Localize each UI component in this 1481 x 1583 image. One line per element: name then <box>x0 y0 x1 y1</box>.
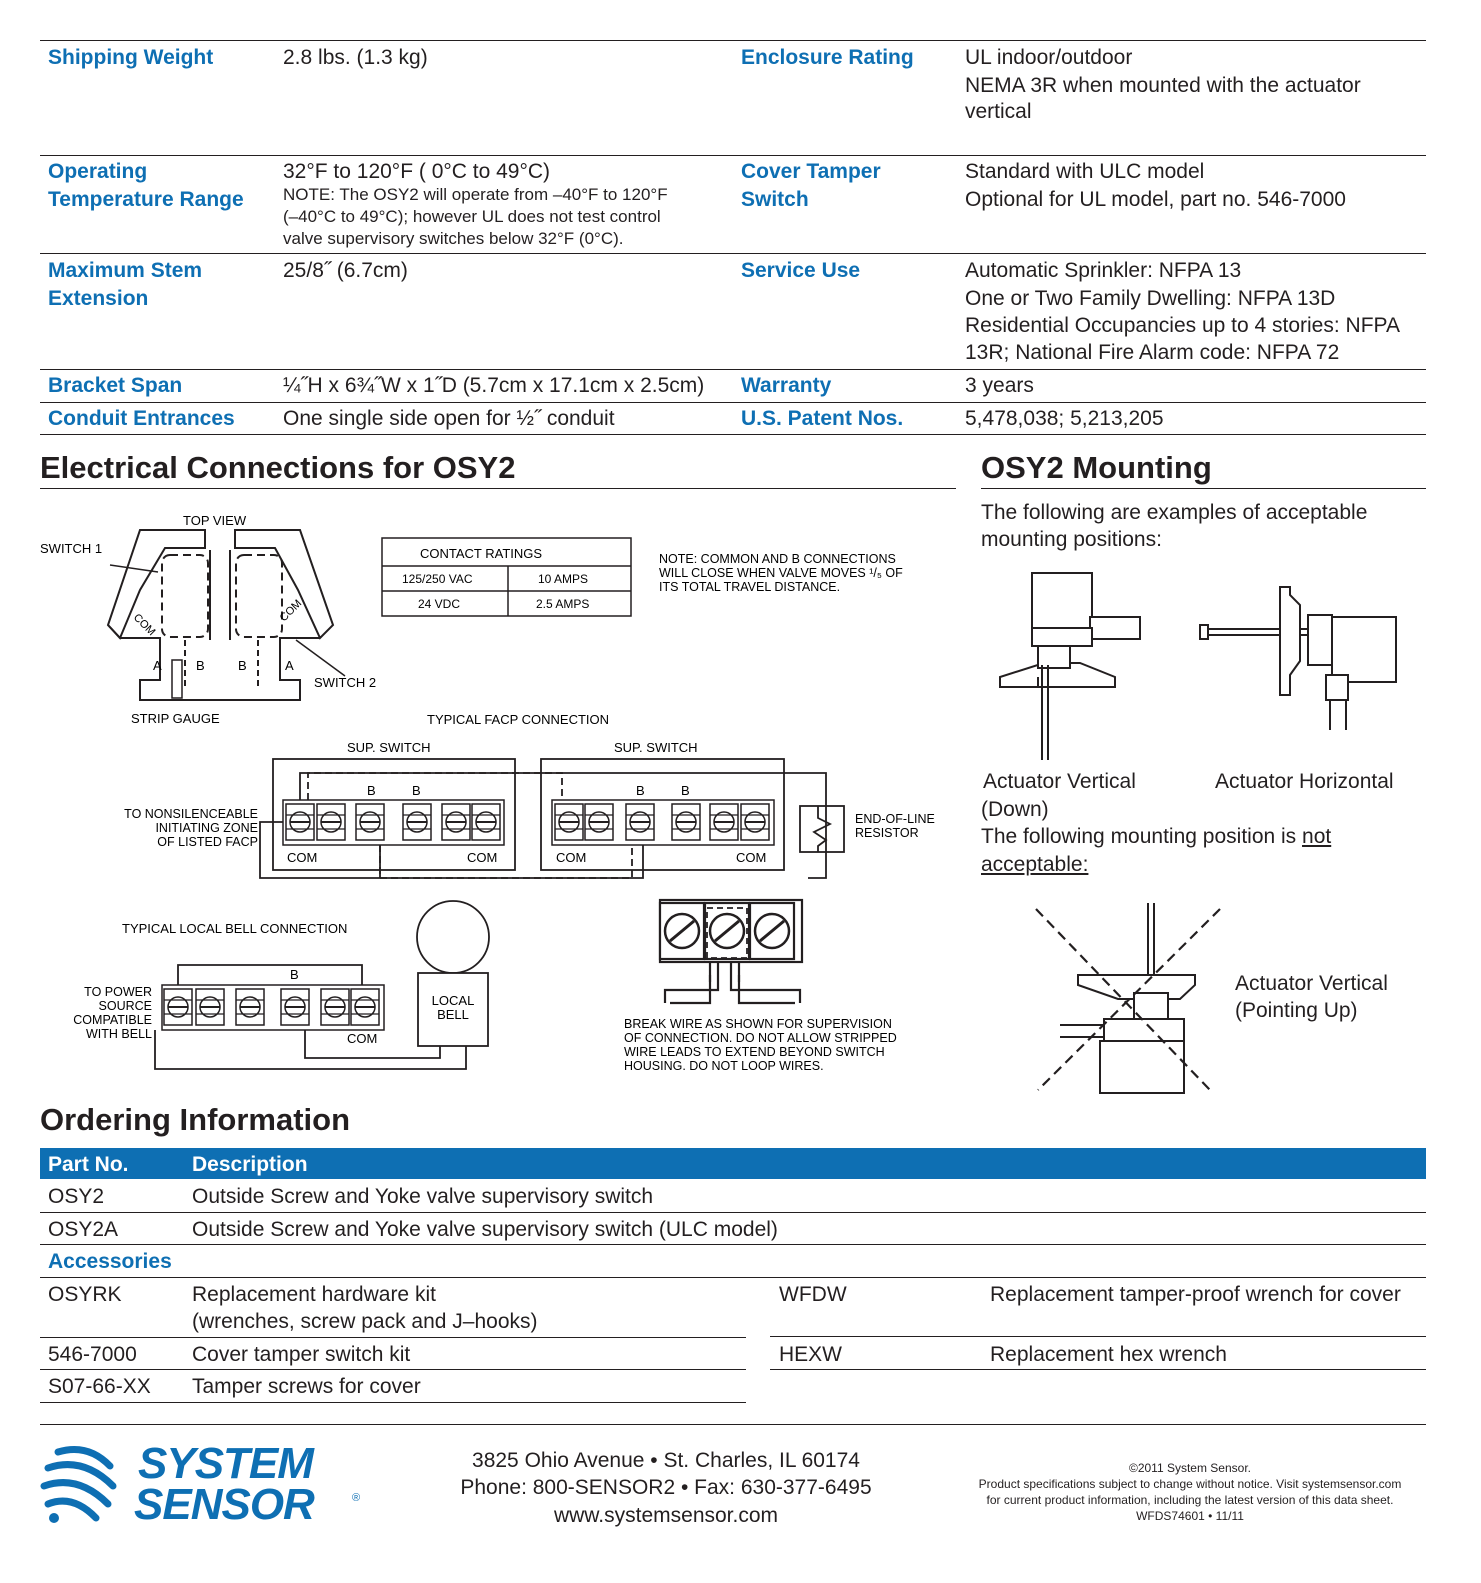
break-wire-note: BREAK WIRE AS SHOWN FOR SUPERVISION <box>624 1017 892 1031</box>
divider <box>40 155 1426 156</box>
spec-value: vertical <box>965 100 1032 123</box>
column-header-description: Description <box>192 1153 308 1176</box>
part-number: OSYRK <box>48 1283 122 1306</box>
divider <box>40 1337 746 1338</box>
footer-copyright: ©2011 System Sensor. <box>1128 1461 1251 1475</box>
local-bell-label: BELL <box>437 1007 469 1022</box>
spec-value: ¼˝H x 6¾˝W x 1˝D (5.7cm x 17.1cm x 2.5cm) <box>283 374 705 397</box>
spec-value: UL indoor/outdoor <box>965 46 1133 69</box>
spec-label: Temperature Range <box>48 188 244 211</box>
not-acceptable-text <box>981 823 1331 850</box>
bell-terminal-strip <box>162 985 384 1030</box>
divider <box>40 40 1426 41</box>
divider <box>40 1212 1426 1213</box>
spec-label: Conduit Entrances <box>48 407 235 430</box>
divider <box>40 369 1426 370</box>
spec-label: U.S. Patent Nos. <box>741 407 904 430</box>
divider <box>40 434 1426 435</box>
divider <box>40 1244 1426 1245</box>
divider <box>40 488 956 489</box>
terminal-b-label: B <box>238 658 247 673</box>
local-bell-label: LOCAL <box>431 993 475 1008</box>
spec-label: Operating <box>48 160 148 183</box>
actuator-vertical-down-illustration <box>1000 573 1140 760</box>
column-header-part: Part No. <box>48 1153 129 1176</box>
facp-terminal-strip-2 <box>552 800 774 845</box>
footer-website-link[interactable]: www.systemsensor.com <box>553 1504 779 1527</box>
rating-current: 10 AMPS <box>538 572 589 586</box>
terminal-b-label: B <box>367 783 376 798</box>
mounting-intro: The following are examples of acceptable <box>981 501 1368 524</box>
break-wire-note: OF CONNECTION. DO NOT ALLOW STRIPPED <box>624 1031 897 1045</box>
power-source-label: COMPATIBLE <box>73 1013 152 1027</box>
spec-value: 5,478,038; 5,213,205 <box>965 407 1164 430</box>
spec-value: Standard with ULC model <box>965 160 1205 183</box>
break-wire-note: WIRE LEADS TO EXTEND BEYOND SWITCH <box>624 1045 885 1059</box>
sup-switch-label: SUP. SWITCH <box>347 740 431 755</box>
vertical-down-caption: Actuator Vertical <box>983 770 1136 793</box>
contact-note: ITS TOTAL TRAVEL DISTANCE. <box>659 580 841 594</box>
switch-1-label: SWITCH 1 <box>40 541 103 556</box>
part-number: WFDW <box>779 1283 847 1306</box>
spec-value: 2.8 lbs. (1.3 kg) <box>283 46 428 69</box>
accessories-label: Accessories <box>48 1250 172 1273</box>
not-acceptable-text-underlined: not <box>1302 825 1332 848</box>
mounting-intro: mounting positions: <box>981 528 1162 551</box>
spec-label: Service Use <box>741 259 861 282</box>
part-number: HEXW <box>779 1343 842 1366</box>
spec-value: Automatic Sprinkler: NFPA 13 <box>965 259 1242 282</box>
part-number: OSY2 <box>48 1185 105 1208</box>
part-description: Tamper screws for cover <box>192 1375 421 1398</box>
divider <box>40 1369 746 1370</box>
part-number: 546-7000 <box>48 1343 137 1366</box>
terminal-b-label: B <box>412 783 421 798</box>
part-description: Replacement tamper-proof wrench for cover <box>990 1283 1401 1306</box>
divider <box>40 253 1426 254</box>
footer-document-id: WFDS74601 • 11/11 <box>1136 1509 1244 1523</box>
spec-value: Optional for UL model, part no. 546-7000 <box>965 188 1346 211</box>
registered-mark: ® <box>352 1492 361 1504</box>
spec-note: valve supervisory switches below 32°F (0°C). <box>283 229 624 248</box>
switch-2-label: SWITCH 2 <box>314 675 377 690</box>
actuator-horizontal-illustration <box>1200 587 1396 730</box>
part-number: S07-66-XX <box>48 1375 151 1398</box>
vertical-down-caption: (Down) <box>981 798 1049 821</box>
terminal-b-label: B <box>196 658 205 673</box>
spec-label: Cover Tamper <box>741 160 881 183</box>
section-title-ordering: Ordering Information <box>40 1102 350 1137</box>
com-label: COM <box>556 850 587 865</box>
part-description: Cover tamper switch kit <box>192 1343 411 1366</box>
part-number: OSY2A <box>48 1218 119 1241</box>
spec-note: NOTE: The OSY2 will operate from –40°F to 120°F <box>283 185 668 204</box>
spec-value: Residential Occupancies up to 4 stories: NFPA <box>965 314 1400 337</box>
logo-text-line-2: SENSOR <box>134 1480 314 1529</box>
terminal-a-label: A <box>285 658 294 673</box>
com-label: COM <box>347 1031 378 1046</box>
facp-zone-label: OF LISTED FACP <box>157 835 258 849</box>
break-wire-detail <box>660 900 802 1003</box>
not-acceptable-text-underlined: acceptable: <box>981 853 1089 876</box>
part-description: Replacement hex wrench <box>990 1343 1227 1366</box>
divider <box>40 1402 746 1403</box>
power-source-label: SOURCE <box>98 999 152 1013</box>
rating-current: 2.5 AMPS <box>536 597 590 611</box>
spec-label: Bracket Span <box>48 374 183 397</box>
contact-note: WILL CLOSE WHEN VALVE MOVES ¹/₅ OF <box>659 566 903 580</box>
part-description: Outside Screw and Yoke valve supervisory switch <box>192 1185 654 1208</box>
power-source-label: WITH BELL <box>86 1027 152 1041</box>
spec-label: Shipping Weight <box>48 46 214 69</box>
part-description: (wrenches, screw pack and J–hooks) <box>192 1310 538 1333</box>
footer-legal: for current product information, including the latest version of this data sheet. <box>986 1493 1394 1507</box>
spec-note: (–40°C to 49°C); however UL does not test control <box>283 207 661 226</box>
wiring-diagram <box>0 500 960 1090</box>
unacceptable-mounting-diagram <box>1030 895 1230 1095</box>
terminal-b-label: B <box>681 783 690 798</box>
system-sensor-logo-icon <box>38 1438 133 1528</box>
rating-voltage: 24 VDC <box>418 597 461 611</box>
terminal-b-label: B <box>636 783 645 798</box>
footer-divider <box>40 1424 1426 1425</box>
spec-label: Maximum Stem <box>48 259 203 282</box>
terminal-b-label: B <box>290 967 299 982</box>
spec-value: 25/8˝ (6.7cm) <box>283 259 408 282</box>
contact-ratings-title: CONTACT RATINGS <box>420 546 543 561</box>
com-label: COM <box>736 850 767 865</box>
pointing-up-caption: Actuator Vertical <box>1235 972 1388 995</box>
facp-zone-label: TO NONSILENCEABLE <box>124 807 258 821</box>
section-title-mounting: OSY2 Mounting <box>981 450 1212 485</box>
footer-address: 3825 Ohio Avenue • St. Charles, IL 60174 <box>472 1449 860 1472</box>
break-wire-note: HOUSING. DO NOT LOOP WIRES. <box>624 1059 824 1073</box>
top-view-label: TOP VIEW <box>183 513 247 528</box>
ordering-table-header <box>40 1148 1426 1179</box>
spec-value: One or Two Family Dwelling: NFPA 13D <box>965 287 1336 310</box>
section-title-electrical: Electrical Connections for OSY2 <box>40 450 516 485</box>
actuator-pointing-up-illustration <box>1060 903 1195 1093</box>
spec-value: 32°F to 120°F ( 0°C to 49°C) <box>283 160 551 183</box>
com-label: COM <box>277 597 305 625</box>
com-label: COM <box>467 850 498 865</box>
acceptable-mounting-diagrams <box>990 565 1410 765</box>
strip-gauge-label: STRIP GAUGE <box>131 711 220 726</box>
pointing-up-caption: (Pointing Up) <box>1235 999 1358 1022</box>
facp-terminal-strip-1 <box>283 800 504 845</box>
divider <box>40 402 1426 403</box>
eol-resistor-label: RESISTOR <box>855 826 919 840</box>
spec-value: NEMA 3R when mounted with the actuator <box>965 74 1361 97</box>
spec-label: Switch <box>741 188 809 211</box>
facp-title: TYPICAL FACP CONNECTION <box>427 712 610 727</box>
logo-text-line-1: SYSTEM <box>138 1439 313 1488</box>
footer-phone: Phone: 800-SENSOR2 • Fax: 630-377-6495 <box>460 1476 872 1499</box>
power-source-label: TO POWER <box>84 985 152 999</box>
spec-value: 13R; National Fire Alarm code: NFPA 72 <box>965 341 1340 364</box>
part-description: Outside Screw and Yoke valve supervisory switch (ULC model) <box>192 1218 778 1241</box>
contact-note: NOTE: COMMON AND B CONNECTIONS <box>659 552 896 566</box>
part-description: Replacement hardware kit <box>192 1283 436 1306</box>
sup-switch-label: SUP. SWITCH <box>614 740 698 755</box>
horizontal-caption: Actuator Horizontal <box>1215 770 1394 793</box>
eol-resistor-label: END-OF-LINE <box>855 812 935 826</box>
divider <box>981 488 1426 489</box>
footer-legal: Product specifications subject to change without notice. Visit systemsensor.com <box>978 1477 1402 1491</box>
spec-label: Extension <box>48 287 149 310</box>
spec-label: Enclosure Rating <box>741 46 914 69</box>
facp-zone-label: INITIATING ZONE <box>155 821 258 835</box>
divider <box>770 1336 1426 1337</box>
com-label: COM <box>130 611 158 639</box>
spec-value: 3 years <box>965 374 1034 397</box>
spec-label: Warranty <box>741 374 832 397</box>
divider <box>40 1277 1426 1278</box>
terminal-a-label: A <box>153 658 162 673</box>
spec-value: One single side open for ½˝ conduit <box>283 407 615 430</box>
bell-title: TYPICAL LOCAL BELL CONNECTION <box>122 921 348 936</box>
com-label: COM <box>287 850 318 865</box>
rating-voltage: 125/250 VAC <box>402 572 473 586</box>
divider <box>770 1369 1426 1370</box>
not-acceptable-text-plain: The following mounting position is <box>981 825 1303 848</box>
